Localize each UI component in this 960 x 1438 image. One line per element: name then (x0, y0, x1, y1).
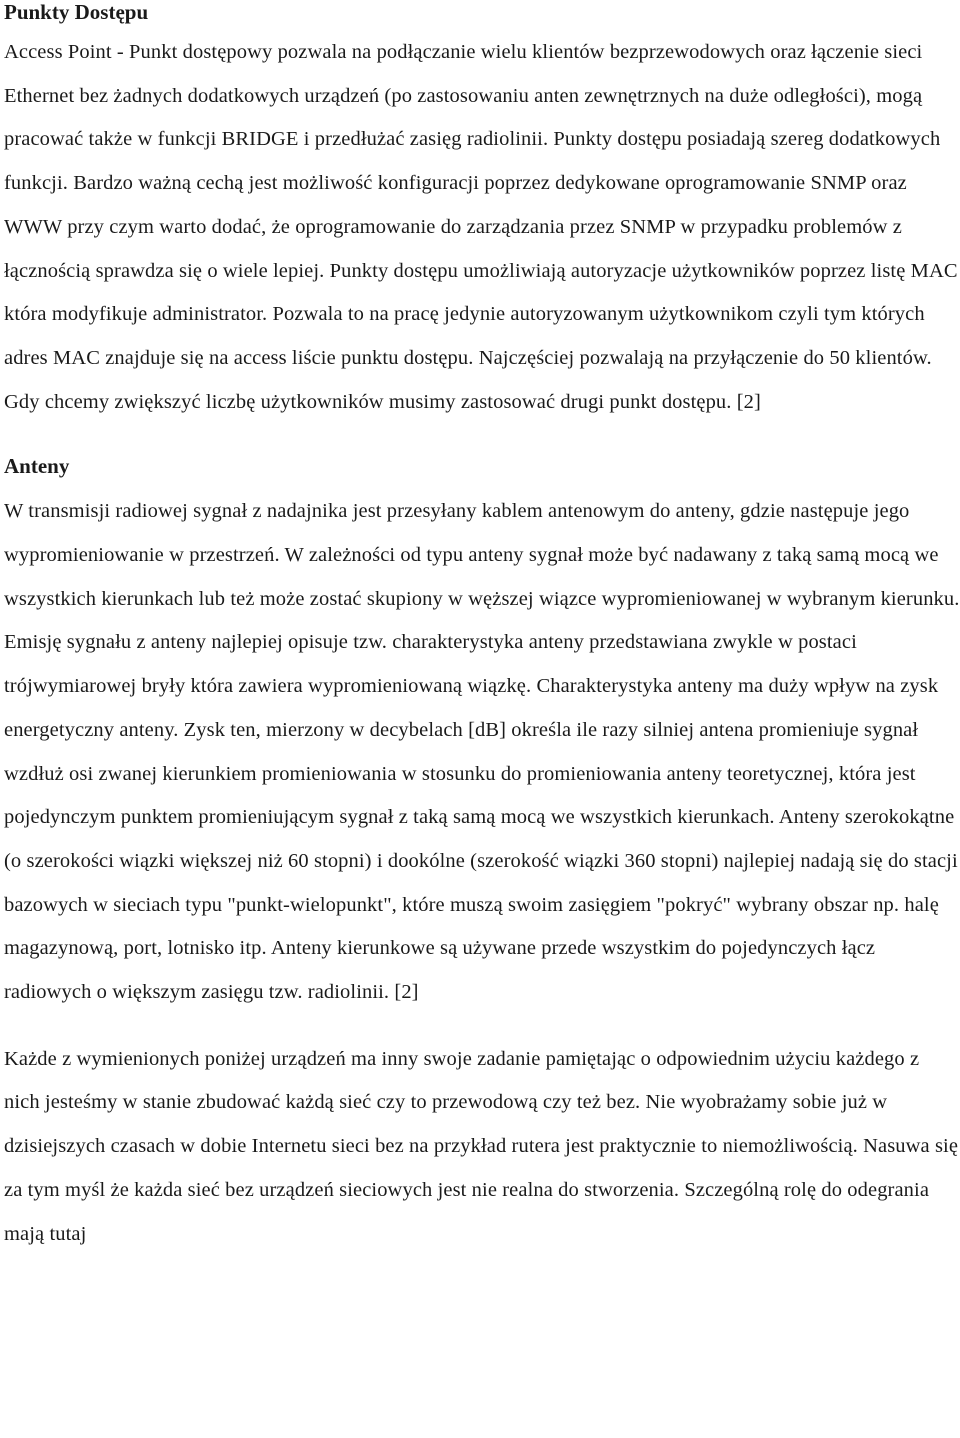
section-heading-access-points: Punkty Dostępu (4, 0, 149, 24)
paragraph-access-points: Access Point - Punkt dostępowy pozwala na podłączanie wielu klientów bezprzewodowych oraz łączenie sieci Ethernet bez żadnych dodatkowych urządzeń (po zastosowaniu anten zewnętrznych na duże odległości), mogą pracować także w funkcji BRIDGE i przedłużać zasięg radiolinii. Punkty dostępu posiadają szereg dodatkowych funkcji. Bardzo ważną cechą jest możliwość konfiguracji poprzez dedykowane oprogramowanie SNMP oraz WWW przy czym warto dodać, że oprogramowanie do zarządzania przez SNMP w przypadku problemów z łącznością sprawdza się o wiele lepiej. Punkty dostępu umożliwiają autoryzacje użytkowników poprzez listę MAC która modyfikuje administrator. Pozwala to na pracę jedynie autoryzowanym użytkownikom czyli tym których adres MAC znajduje się na access liście punktu dostępu. Najczęściej pozwalają na przyłączenie do 50 klientów. Gdy chcemy zwiększyć liczbę użytkowników musimy zastosować drugi punkt dostępu. [2] (4, 41, 958, 413)
paragraph-network-devices: Każde z wymienionych poniżej urządzeń ma inny swoje zadanie pamiętając o odpowiednim użyciu każdego z nich jesteśmy w stanie zbudować każdą sieć czy to przewodową czy też bez. Nie wyobrażamy sobie już w dzisiejszych czasach w dobie Internetu sieci bez na przykład rutera jest praktycznie to niemożliwością. Nasuwa się za tym myśl że każda sieć bez urządzeń sieciowych jest nie realna do stworzenia. Szczególną rolę do odegrania mają tutaj (4, 1047, 959, 1245)
document-page (4, 0, 960, 1256)
paragraph-antennas: W transmisji radiowej sygnał z nadajnika jest przesyłany kablem antenowym do anteny, gdzie następuje jego wypromieniowanie w przestrzeń. W zależności od typu anteny sygnał może być nadawany z taką samą mocą we wszystkich kierunkach lub też może zostać skupiony w węższej wiązce wypromieniowanej w wybranym kierunku. Emisję sygnału z anteny najlepiej opisuje tzw. charakterystyka anteny przedstawiana zwykle w postaci trójwymiarowej bryły która zawiera wypromieniowaną wiązkę. Charakterystyka anteny ma duży wpływ na zysk energetyczny anteny. Zysk ten, mierzony w decybelach [dB] określa ile razy silniej antena promieniuje sygnał wzdłuż osi zwanej kierunkiem promieniowania w stosunku do promieniowania anteny teoretycznej, która jest pojedynczym punktem promieniującym sygnał z taką samą mocą we wszystkich kierunkach. Anteny szerokokątne (o szerokości wiązki większej niż 60 stopni) i dookólne (szerokość wiązki 360 stopni) najlepiej nadają się do stacji bazowych w sieciach typu "punkt-wielopunkt", które muszą swoim zasięgiem "pokryć" wybrany obszar np. halę magazynową, port, lotnisko itp. Anteny kierunkowe są używane przede wszystkim do pojedynczych łącz radiowych o większym zasięgu tzw. radiolinii. [2] (4, 500, 960, 1004)
section-heading-antennas: Anteny (4, 454, 70, 479)
